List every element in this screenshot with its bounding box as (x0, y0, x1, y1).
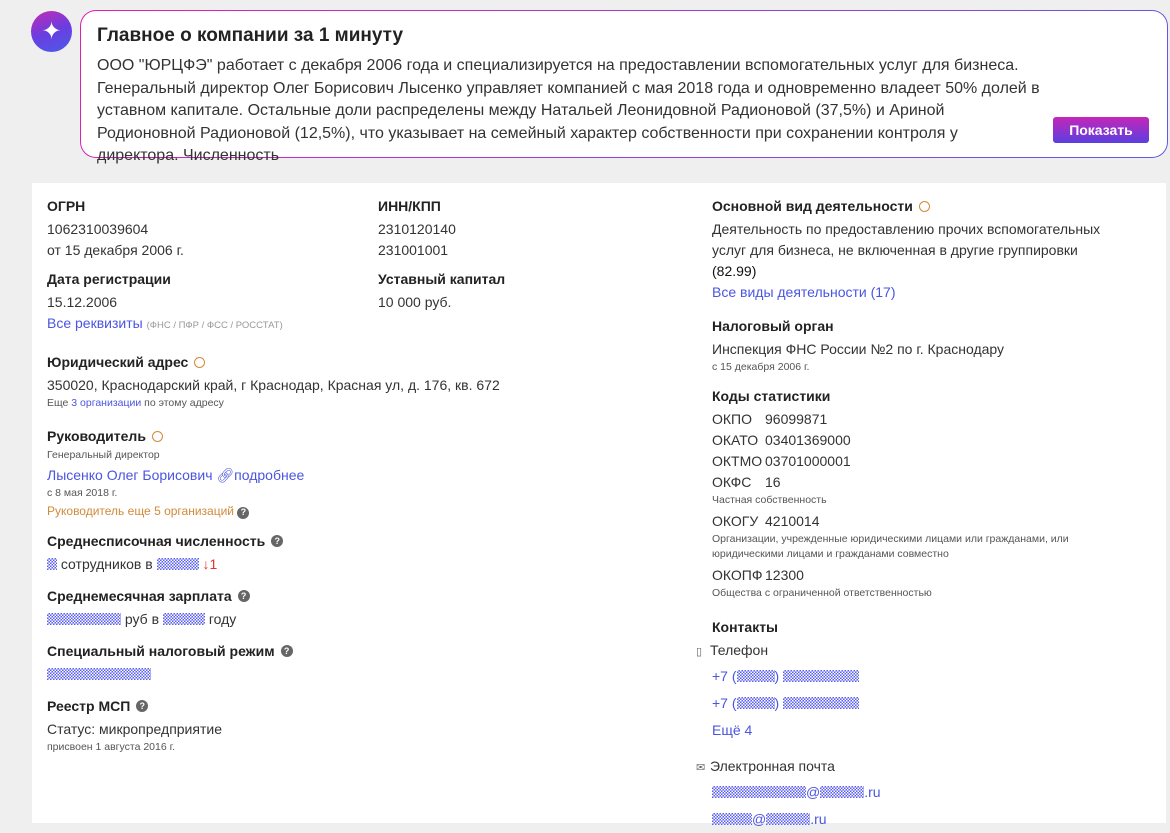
phone-1[interactable]: +7 ( ) (712, 663, 1132, 690)
address-more-pre: Еще (47, 397, 69, 409)
email-label: Электронная почта (710, 758, 835, 774)
same-address-link[interactable]: 3 организации (71, 397, 142, 409)
stat-code-note: Частная собственность (712, 494, 827, 506)
mail-icon: ✉ (696, 762, 706, 774)
stat-code-row (712, 409, 1132, 430)
activity-code: (82.99) (712, 263, 757, 279)
help-icon[interactable]: ? (136, 700, 148, 712)
codes-list (712, 409, 1132, 601)
help-icon[interactable]: ? (237, 507, 249, 519)
phone-label: Телефон (710, 642, 769, 658)
head-name-link[interactable]: Лысенко Олег Борисович (47, 467, 213, 483)
details-link[interactable]: подробнее (234, 467, 305, 483)
stat-code-key: ОКФС (712, 474, 752, 490)
stat-code-row (712, 565, 1132, 586)
stat-code-value: 12300 (765, 567, 804, 583)
stat-code-value: 03401369000 (765, 432, 851, 448)
stat-code-row (712, 511, 1132, 532)
requisites-note: (ФНС / ПФР / ФСС / РОССТАТ) (146, 320, 283, 331)
middle-column (378, 197, 678, 313)
email-1[interactable]: @ .ru (712, 779, 1132, 806)
inn-value: 2310120140 (378, 221, 456, 237)
head-role: Генеральный директор (47, 449, 160, 461)
codes-label: Коды статистики (712, 388, 831, 404)
ogrn-label: ОГРН (47, 198, 86, 214)
kpp-value: 231001001 (378, 242, 449, 258)
tax-office-date: с 15 декабря 2006 г. (712, 361, 810, 373)
stat-code-key: ОКПО (712, 411, 752, 427)
all-activities-link[interactable]: Все виды деятельности (17) (712, 284, 896, 300)
right-column (696, 197, 1132, 833)
staff-label: Среднесписочная численность (47, 533, 266, 549)
stat-code-row (712, 451, 1132, 472)
summary-text: ООО "ЮРЦФЭ" работает с декабря 2006 года и специализируется на предоставлении вспомогательных услуг для бизнеса. Генеральный директор Олег Борисович Лысенко управляет компанией с мая 2018 года и одновременно владеет 50% долей в уставном капитале. Остальные доли распределены между Натальей Леонидовной Радионовой (37,5%) и Ариной Родионовной Радионовой (12,5%), что указывает на семейный характер собственности при сохранении контроля у директора. Численность (97, 57, 1040, 164)
reg-value: 15.12.2006 (47, 294, 118, 310)
email-2[interactable]: @ .ru (712, 806, 1132, 833)
ogrn-date: от 15 декабря 2006 г. (47, 242, 184, 258)
head-since: с 8 мая 2018 г. (47, 487, 118, 499)
salary-label: Среднемесячная зарплата (47, 588, 232, 604)
tax-regime-label: Специальный налоговый режим (47, 643, 275, 659)
summary-title: Главное о компании за 1 минуту (97, 25, 404, 46)
staff-change: ↓1 (202, 556, 218, 572)
hidden-value[interactable] (157, 558, 199, 570)
stat-code-key: ОКТМО (712, 453, 763, 469)
stat-code-note: Организации, учрежденные юридическими лицами или гражданами, или юридическими лицами и гражданами совместно (712, 533, 1069, 560)
left-column (47, 197, 367, 334)
show-button[interactable]: Показать (1053, 117, 1149, 143)
address-more-post: по этому адресу (144, 397, 224, 409)
stat-code-value: 96099871 (765, 411, 828, 427)
activity-value: Деятельность по предоставлению прочих вспомогательных услуг для бизнеса, не включенная в другие группировки (712, 221, 1101, 258)
stat-code-value: 16 (765, 474, 781, 490)
head-other-orgs-link[interactable]: Руководитель еще 5 организаций (47, 504, 234, 518)
history-clock-icon[interactable] (152, 431, 163, 442)
msp-status: Статус: микропредприятие (47, 721, 222, 737)
ogrn-value: 1062310039604 (47, 221, 149, 237)
capital-value: 10 000 руб. (378, 294, 452, 310)
capital-label: Уставный капитал (378, 271, 506, 287)
hidden-value[interactable] (47, 613, 121, 625)
ai-summary-card (80, 10, 1168, 164)
help-icon[interactable]: ? (271, 535, 283, 547)
history-clock-icon[interactable] (194, 357, 205, 368)
head-label: Руководитель (47, 428, 146, 444)
msp-label: Реестр МСП (47, 698, 131, 714)
company-details-card (32, 183, 1166, 827)
activity-label: Основной вид деятельности (712, 198, 913, 214)
stat-code-note: Общества с ограниченной ответственностью (712, 587, 932, 599)
help-icon[interactable]: ? (281, 645, 293, 657)
help-icon[interactable]: ? (238, 590, 250, 602)
hidden-value[interactable] (163, 613, 205, 625)
hidden-value[interactable] (47, 558, 57, 570)
tax-office-value: Инспекция ФНС России №2 по г. Краснодару (712, 341, 1005, 357)
address-value: 350020, Краснодарский край, г Краснодар, Красная ул, д. 176, кв. 672 (47, 377, 500, 393)
stat-code-key: ОКОГУ (712, 513, 759, 529)
stat-code-value: 4210014 (765, 513, 820, 529)
msp-date: присвоен 1 августа 2016 г. (47, 741, 176, 753)
phone-icon: ▯ (696, 646, 703, 658)
stat-code-key: ОКОПФ (712, 567, 763, 583)
stat-code-row (712, 472, 1132, 493)
contacts-label: Контакты (712, 619, 779, 635)
stat-code-key: ОКАТО (712, 432, 759, 448)
phone-2[interactable]: +7 ( ) (712, 690, 1132, 717)
hidden-value[interactable] (47, 668, 151, 680)
inn-label: ИНН/КПП (378, 198, 441, 214)
left-lower (47, 353, 687, 755)
salary-text: руб в (124, 611, 160, 627)
address-label: Юридический адрес (47, 354, 189, 370)
salary-year-text: году (208, 611, 237, 627)
tax-office-label: Налоговый орган (712, 318, 834, 334)
link-icon: 🔗︎ (216, 467, 235, 483)
stat-code-row (712, 430, 1132, 451)
ai-sparkle-icon: ✦ (31, 11, 72, 52)
stat-code-value: 03701000001 (765, 453, 851, 469)
staff-text: сотрудников в (60, 556, 153, 572)
reg-label: Дата регистрации (47, 271, 171, 287)
history-clock-icon[interactable] (919, 201, 930, 212)
all-requisites-link[interactable]: Все реквизиты (47, 315, 143, 331)
more-phones-link[interactable]: Ещё 4 (712, 722, 753, 738)
